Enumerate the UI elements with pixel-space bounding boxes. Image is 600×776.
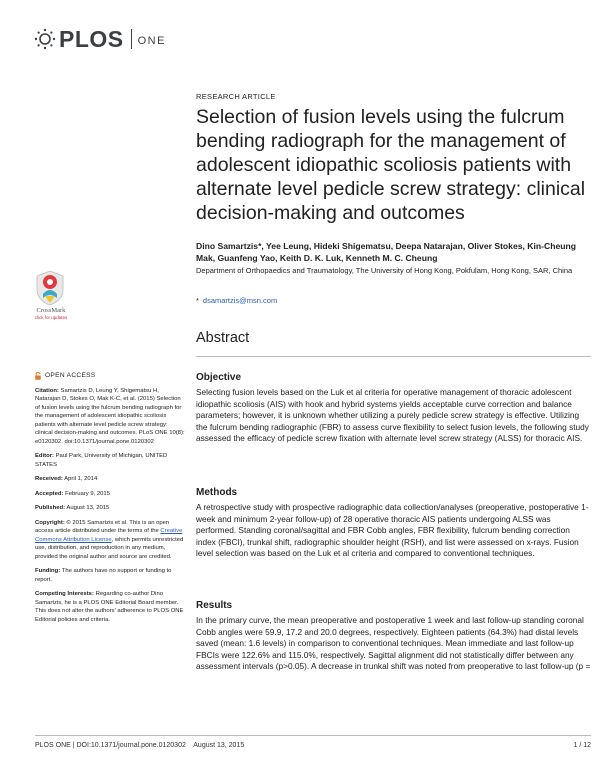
copyright-label: Copyright: <box>35 519 65 526</box>
objective-section <box>196 372 591 445</box>
open-access-label: OPEN ACCESS <box>45 372 96 379</box>
logo-plos-text: PLOS <box>59 25 124 52</box>
received-date: April 1, 2014 <box>64 476 98 482</box>
competing-interests-text: Regarding co-author Dino Samartzis, he is a PLOS ONE Editorial Board member. This does not alter the authors' adherence to PLOS ONE Editorial policies and criteria. <box>35 591 184 623</box>
copyright-block <box>35 519 185 562</box>
copyright-text-a: © 2015 Samartzis et al. This is an open access article distributed under the terms of the <box>35 519 170 534</box>
plos-sun-icon <box>34 28 56 50</box>
email-link[interactable]: dsamartzis@msn.com <box>202 296 278 305</box>
footer-citation: PLOS ONE | DOI:10.1371/journal.pone.0120302 August 13, 2015 <box>35 742 245 749</box>
citation-block <box>35 387 185 447</box>
published-block <box>35 504 185 513</box>
affiliation: Department of Orthopaedics and Traumatology, The University of Hong Kong, Pokfulam, Hong Kong, SAR, China <box>196 266 573 275</box>
received-block <box>35 475 185 484</box>
abstract-divider <box>196 356 591 357</box>
methods-text: A retrospective study with prospective radiographic data collection/analyses (preoperative, postoperative 1-week and minimum 2-year follow-up) of 28 operative thoracic AIS patients undergoing ALSS was performed. Standing coronal/sagittal and FBR Cobb angles, FBR flexibility, fulcrum bending correction index (FBCI), trunkal shift, radiographic shoulder height (RSH), and list were assessed on x-rays. Fusion level selection was based on the Luk et al criteria and compared to conventional techniques. <box>196 502 589 559</box>
footer-divider <box>35 735 591 736</box>
article-info-sidebar <box>35 372 185 630</box>
editor-label: Editor: <box>35 453 54 459</box>
results-section <box>196 600 591 673</box>
open-access-badge <box>35 372 185 381</box>
funding-block <box>35 567 185 584</box>
competing-interests-label: Competing Interests: <box>35 591 94 597</box>
article-title: Selection of fusion levels using the fulcrum bending radiograph for the management of adolescent idiopathic scoliosis patients with alternate level pedicle screw strategy: clinical decision-making and outcomes <box>196 106 586 224</box>
accepted-label: Accepted: <box>35 490 64 497</box>
editor-text: Paul Park, University of Michigan, UNITED STATES <box>35 453 168 468</box>
license-link[interactable]: Creative Commons Attribution License <box>35 528 183 543</box>
objective-text: Selecting fusion levels based on the Luk et al criteria for operative management of thoracic adolescent idiopathic scoliosis (AIS) with hook and hybrid systems yields acceptable curve correction and balance parameters; however, it is unknown whether utilizing a purely pedicle screw strategy is effective. Utilizing the fulcrum bending radiographic (FBR) to assess curve flexibility to select fusion levels, the following study assessed the efficacy of pedicle screw fixation with alternate level screw strategy (ALSS) for thoracic AIS. <box>196 387 589 444</box>
logo-journal-text: ONE <box>137 34 166 47</box>
funding-label: Funding: <box>35 568 61 574</box>
methods-heading: Methods <box>196 487 238 498</box>
methods-section <box>196 487 591 560</box>
received-label: Received: <box>35 476 63 482</box>
funding-text: The authors have no support or funding to report. <box>35 568 172 583</box>
article-type: RESEARCH ARTICLE <box>196 92 276 101</box>
corresponding-marker: * <box>196 296 199 305</box>
results-heading: Results <box>196 600 233 611</box>
citation-text: Samartzis D, Leung Y, Shigematsu H, Natarajan D, Stokes O, Mak K-C, et al. (2015) Selection of fusion levels using the fulcrum bending radiograph for the management of adolescent idiopathic scoliosis patients with alternate level pedicle screw strategy: clinical decision-making and outcomes. PLoS ONE 10(8): e0120302. doi:10.1371/journal.pone.0120302 <box>35 387 185 445</box>
accepted-date: February 9, 2015 <box>65 490 110 497</box>
crossmark-badge[interactable] <box>34 270 68 320</box>
abstract-heading: Abstract <box>196 330 250 346</box>
open-lock-icon <box>35 372 41 380</box>
crossmark-label: CrossMark <box>36 307 66 314</box>
page-number: 1 / 12 <box>573 742 591 749</box>
results-text: In the primary curve, the mean preoperative and postoperative 1 week and last follow-up standing coronal Cobb angles were 59.9, 17.2 and 20.0 degrees, respectively. Eighteen patients (64.3%) had distal levels saved (mean: 1.6 levels) in comparison to conventional techniques. Mean immediate and last follow-up FBCIs were 122.6% and 115.0%, respectively. Sagittal alignment did not statistically differ between any assessment intervals (p>0.05). A decrease in trunkal shift was noted from preoperative to last follow-up (p = <box>196 615 591 672</box>
citation-label: Citation: <box>35 387 59 394</box>
copyright-text-b: , which permits unrestricted use, distribution, and reproduction in any medium, provided the original author and source are credited. <box>35 536 184 560</box>
accepted-block <box>35 490 185 499</box>
objective-heading: Objective <box>196 372 242 383</box>
competing-interests-block <box>35 590 185 624</box>
corresponding-email[interactable] <box>196 296 277 305</box>
logo-divider <box>131 29 132 49</box>
published-label: Published: <box>35 505 66 511</box>
plos-one-logo[interactable] <box>34 26 166 52</box>
published-date: August 13, 2015 <box>66 505 110 511</box>
crossmark-sublabel: click for updates <box>34 315 68 320</box>
crossmark-icon <box>35 270 65 306</box>
editor-block <box>35 452 185 469</box>
author-list[interactable]: Dino Samartzis*, Yee Leung, Hideki Shigematsu, Deepa Natarajan, Oliver Stokes, Kin-Cheung Mak, Guanfeng Yao, Keith D. K. Luk, Kenneth M. C. Cheung <box>196 241 576 263</box>
